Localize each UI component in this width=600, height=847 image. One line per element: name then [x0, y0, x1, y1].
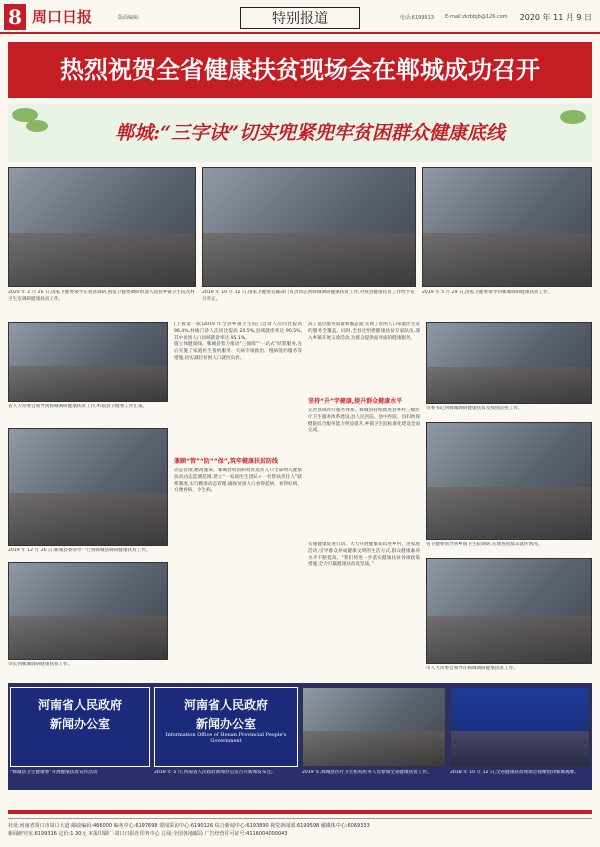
article-para: (上接第一版)2019 年全县乡镇卫生院门急诊人次同比提高 96.4%,村级门诊人次同比提高 24.5%,县域就诊率达 90.5%,其中贫困人口县域就诊率达 95.1%。: [174, 322, 302, 341]
caption-1: 2020 年 2 月 26 日,国家卫健委领导在我县调研,国家卫健委调研组深入我县乡镇卫生院及村卫生室调研健康扶贫工作。: [8, 290, 195, 302]
caption-8: 省卫健委领导到乡镇卫生院调研,实地查看群众就医情况。: [426, 542, 543, 547]
photo-12: [302, 687, 446, 767]
photo-2: [202, 167, 416, 287]
photo-7: [8, 562, 168, 660]
headline: 热烈祝贺全省健康扶贫现场会在郸城成功召开: [8, 42, 592, 98]
press-subtitle: 新闻办公室: [49, 717, 110, 731]
photo-13: [450, 687, 590, 767]
paper-logo: 周口日报: [32, 8, 93, 26]
article-col-2a: 高了基层服务质量和覆盖面,实现了贫困人口家庭医生签约服务全覆盖。同时,全县还组建健康扶贫专家队伍,深入乡镇开展义诊活动,为群众提供面对面的健康服务。: [308, 322, 420, 341]
article-col-2c: 实施健康促进行动。大力开展健康知识进乡村、进家庭活动,引导群众养成健康文明的生活方式,群众健康素养水平不断提高。“我们将进一步落实健康扶贫各项政策措施,全力打赢健康扶贫攻坚战。”: [308, 542, 420, 568]
photo-3: [422, 167, 592, 287]
article-subhead-1: 兼顾“管”“防”“保”,筑牢健康扶贫防线: [174, 458, 278, 465]
editor-line: 版面编辑:: [118, 15, 140, 21]
press-conference-photo-2: [154, 687, 298, 767]
page-number: 8: [4, 4, 26, 30]
press-title-en: Information Office of Henan Provincial People's Government: [165, 732, 287, 744]
photo-8: [426, 422, 592, 540]
press-title: 河南省人民政府: [183, 698, 268, 712]
caption-7: 市长到郸城调研健康扶贫工作。: [8, 662, 73, 667]
caption-9: 市人大常委会领导在郸城调研健康扶贫工作。: [426, 666, 518, 671]
footer-line-1: 社址:河南省周口市周口大道 邮政编码:466000 编务中心:6197698 要闻采访中心:6190126 综合新闻中心:6193890 视觉新闻部:6199598 融媒体中心:6069333: [8, 823, 370, 829]
article-subhead-2: 坚持“升”字健康,提升群众健康水平: [308, 398, 403, 405]
caption-12: 2019 年,郸城县医疗卫生机构医务人员参加全省健康扶贫工作。: [302, 770, 432, 775]
email: E-mail:zkrbbjb@126.com: [445, 14, 508, 20]
press-subtitle: 新闻办公室: [195, 717, 256, 731]
caption-11: 2019 年 5 月,河南省人民政府新闻办公室召开新闻发布会。: [154, 770, 276, 775]
article-col-2b: 完善县域医疗服务体系。郸城县持续推进县乡村三级医疗卫生服务体系建设,县人民医院、县中医院、县妇幼保健院综合服务能力明显提升,乡镇卫生院标准化建设全面完成。: [308, 408, 420, 434]
caption-4: 省人大常委会领导到郸城调研健康扶贫工作,听取县卫健委工作汇报。: [8, 404, 148, 409]
footer-line-2: 新闻研究室:6199316 定价:1.30元 本报印刷厂:周口日报社印务中心 订阅:全国各地邮局 广告经营许可证号:4116004000043: [8, 831, 288, 837]
caption-2: 2019 年 10 月 12 日,国家卫健委直属部门负责同志到郸城调研健康扶贫工作,对我县健康扶贫工作给予充分肯定。: [202, 290, 415, 302]
caption-5: 市委书记到郸城调研健康扶贫及疫情防控工作。: [426, 406, 523, 411]
press-title: 河南省人民政府: [37, 698, 122, 712]
divider: [8, 810, 592, 814]
article-col-1a: [174, 322, 302, 452]
photo-5: [426, 322, 592, 404]
photo-6: [8, 428, 168, 546]
article-para: 施立体健康线。郸城县着力推动“三保障”“一站式”结算服务,先后实施了家庭医生签约服务、大病专项救治、慢病签约服务等措施,切实减轻贫困人口就医负担。: [174, 342, 302, 361]
press-conference-photo-1: [10, 687, 150, 767]
caption-3: 2019 年 5 月 29 日,国家卫健委领导到郸城调研健康扶贫工作。: [422, 290, 553, 295]
photo-1: [8, 167, 196, 287]
caption-13: 2018 年 10 月 12 日,全省健康扶贫现场会观摩团到郸城观摩。: [450, 770, 579, 775]
photo-4: [8, 322, 168, 402]
photo-9: [426, 558, 592, 664]
caption-6: 2019 年 12 月 26 日,郸城县委领导一行到郸城县调研健康扶贫工作。: [8, 548, 151, 553]
subheadline: 郸城:“三字诀”切实兜紧兜牢贫困群众健康底线: [115, 122, 505, 144]
issue-date: 2020 年 11 月 9 日: [519, 13, 592, 22]
section-title: 特别报道: [240, 7, 360, 29]
caption-10: “郸城县卫生健康委”开展健康扶贫宣传活动: [10, 770, 98, 775]
phone: 电话:6199913: [400, 15, 434, 21]
footer: [8, 818, 592, 847]
article-col-1b: 动态管理,精准施策。郸城县将因病致贫返贫人口全部纳入健康扶贫动态监测范围,建立“一家庭医生团队+一名帮扶责任人”联系制度,实行精准动态管理,确保贫困人口看得起病、看得好病、方便看病、少生病。: [174, 468, 302, 494]
